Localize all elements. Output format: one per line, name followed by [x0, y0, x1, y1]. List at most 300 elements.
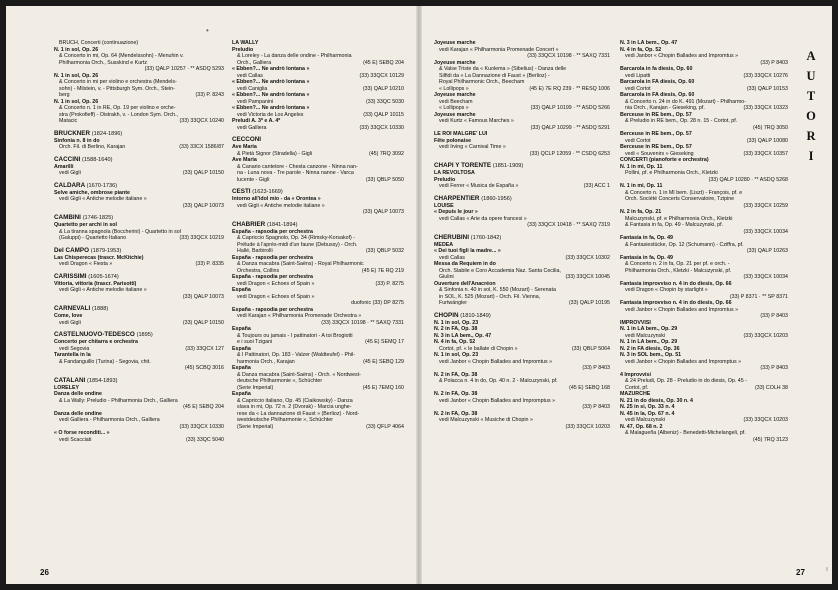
entry-text: Orchestra, Collins — [237, 267, 280, 274]
right-page-number: 27 — [796, 568, 805, 577]
entry-text: vedi Dragon « Chopin by starlight » — [625, 287, 708, 293]
entry-text: Orch., Galliera — [237, 59, 272, 66]
entry-text: Philharmonia Orch., Susskind e Kurtz — [59, 59, 148, 66]
entry-line — [54, 170, 224, 177]
catalog-number: (33) 33QCX 10357 — [743, 150, 788, 157]
entry-text: España — [232, 365, 251, 371]
entry-text: Messa da Requiem in do — [434, 261, 496, 267]
entry-text: « Ebben?... Ne andrò lontana » — [232, 92, 310, 98]
composer-dates: (1851-1909) — [492, 163, 524, 169]
catalog-number: (33) QALP 10150 — [182, 319, 224, 326]
entry-text: Joyeuse marche — [434, 40, 476, 46]
entry-text: « Depuis le jour » — [434, 209, 478, 215]
entry-text: vedi Karajan « Philharmonia Promenade Orchestra » — [237, 313, 362, 319]
composer-dates: (1824-1896) — [91, 130, 123, 137]
entry-text: España - rapsodia per orchestra — [232, 306, 313, 313]
entry-text: LA WALLY — [232, 40, 259, 46]
entry-text: & Preludio in RE bem., Op. 28 n. 15 - Cortot, pf. — [625, 118, 738, 124]
entry-text: vedi Pampanini — [237, 98, 274, 105]
catalog-number: (33) 33QC 5030 — [366, 98, 404, 105]
catalog-number: (33) 33QC 5040 — [186, 436, 224, 443]
entry-text: Malcuzynski, pf. e Philharmonia Orch., Kletzki — [625, 215, 733, 222]
entry-text: Preludi A. 3º e A. 4º — [232, 118, 281, 124]
entry-text: vedi Galliera — [237, 124, 267, 131]
entry-text: CONCERTI (pianoforte e orchestra) — [620, 157, 709, 163]
entry-text: vedi Caniglia — [237, 85, 268, 92]
entry-text: & Sinfonia n. 40 in sol, K. 550 (Mozart) - Serenata — [439, 287, 556, 293]
catalog-number: (45) 7RQ 3092 — [368, 150, 404, 157]
entry-text: vedi Gigli « Antiche melodie italiane » — [59, 287, 147, 293]
composer-name: CHABRIER — [232, 220, 266, 228]
entry-text: & Concerto n. 1 in RE, Op. 19 per violino e orche- — [59, 105, 176, 111]
entry-text: Las Chisperecas (trascr. McKitchie) — [54, 254, 144, 261]
entry-text: stra (Prokofieff) - Oistrakh, v. - London Sym. Orch., — [59, 111, 179, 118]
entry-text: & Concerto n. 2 in fa, Op. 21 per pf. e orch. - — [625, 261, 730, 267]
entry-text: vedi « Souvenirs » Gieseking — [625, 150, 694, 157]
entry-text: N. 2 in FA, Op. 38 — [434, 410, 478, 417]
entry-text: Quartetto per archi in sol — [54, 222, 117, 228]
catalog-number: (45 E) SEBQ 129 — [363, 358, 404, 365]
composer-heading — [54, 331, 224, 339]
spine-letter: A — [806, 49, 816, 63]
entry-text: in SOL, K. 525 (Mozart) - Orch. Fil. Vienna, — [439, 293, 541, 300]
entry-text: Sinfonia n. 8 in do — [54, 137, 100, 144]
entry-line — [232, 209, 404, 216]
entry-text: & Polacca n. 4 in do, Op. 40 n. 2 - Malcuzynski, pf. — [439, 378, 558, 384]
entry-text: España — [232, 287, 251, 293]
entry-text: Joyeuse marche — [434, 111, 476, 118]
book-spread — [6, 6, 832, 584]
composer-name: CALDARA — [54, 181, 85, 189]
entry-text: N. 4 in fa, Op. 52 — [620, 46, 662, 53]
entry-text: vedi Galliera - Philharmonia Orch., Galliera — [59, 417, 160, 423]
composer-dates: (1841-1894) — [266, 221, 298, 228]
entry-text: Berceuse in RE bem., Op. 57 — [620, 111, 692, 118]
entry-text: N. 2 in FA diesis, Op. 36 — [620, 345, 680, 352]
entry-text: Fête polonaise — [434, 137, 472, 144]
entry-text: España — [232, 345, 251, 352]
entry-text: berg — [59, 92, 70, 98]
composer-heading — [434, 162, 610, 170]
entry-text: Philharmonia Orch., Kletzki - Malcuzynski, pf. — [625, 267, 732, 274]
entry-text: & Concerto n. 1 in MI bem. (Liszt) - François, pf. e — [625, 189, 743, 196]
entry-text: N. 1 in LA bem., Op. 29 — [620, 339, 678, 345]
entry-text: « Lollipops » — [439, 85, 469, 92]
entry-text: vedi Callas « Arie da opere francesi » — [439, 215, 527, 222]
catalog-number: (45) SCBQ 3016 — [184, 365, 224, 371]
catalog-number: (33) 33QCX 10203 — [743, 417, 788, 423]
catalog-number: (33) QALP 10257 · ** ASDQ 5293 — [144, 66, 224, 72]
entry-text: N. 1 in sol, Op. 23 — [434, 319, 479, 326]
entry-text: N. 3 in LA bem., Op. 47 — [434, 332, 492, 339]
entry-text: N. 1 in sol, Op. 26 — [54, 46, 99, 53]
catalog-number: (33) QALP 10263 — [746, 248, 788, 254]
entry-line — [54, 320, 224, 327]
right-page-column-2 — [620, 40, 788, 443]
right-page — [420, 6, 832, 584]
composer-heading — [54, 305, 224, 313]
entry-text: vedi Malcuzynski « Musiche di Chopin » — [439, 417, 533, 423]
composer-dates: (1810-1849) — [460, 312, 491, 319]
entry-text: España - rapsodia per orchestra — [232, 254, 313, 261]
composer-name: CHOPIN — [434, 311, 459, 319]
catalog-number: (33) 33QCX 10203 — [565, 423, 610, 430]
entry-text: 4 Improvvisi — [620, 371, 651, 378]
catalog-number: (45) 7RQ 3050 — [752, 124, 788, 131]
fold-mark: ı — [826, 566, 828, 573]
catalog-number: (33) QALP 10073 — [362, 209, 404, 215]
entry-text: Orch. Fil. di Berlino, Karajan — [59, 144, 126, 150]
catalog-number: (33) 33CX 1586/87 — [179, 144, 224, 150]
spine-letter: I — [808, 149, 814, 163]
entry-text: Danza delle ondine — [54, 391, 102, 397]
composer-heading — [54, 214, 224, 222]
catalog-number: (33) P. 8243 — [195, 92, 224, 98]
entry-line — [54, 437, 224, 444]
catalog-number: (45 E) 7EMQ 160 — [362, 384, 404, 391]
composer-dates: (1605-1674) — [88, 273, 119, 280]
catalog-number: (33) QALP 10210 — [362, 85, 404, 92]
entry-text: vedi Dragon « Echoes of Spain » — [237, 293, 315, 300]
catalog-number: (33) 33QCX 10276 — [743, 72, 788, 79]
catalog-number: (33) 33QCX 10330 — [359, 124, 404, 131]
catalog-number: (33) 33QCX 10418 · ** SAXQ 7319 — [527, 222, 610, 228]
composer-heading — [54, 182, 224, 190]
entry-text: slava in mi, Op. 72 n. 2 (Dvorak) - Marcia unghe- — [237, 404, 352, 410]
entry-text: N. 2 in FA, Op. 38 — [434, 326, 478, 332]
entry-line — [54, 203, 224, 210]
entry-text: Hallé, Barbirolli — [237, 248, 273, 254]
composer-heading — [54, 130, 224, 138]
entry-text: & Canario cantetore - Chesta canzone - Ninna nan- — [237, 163, 358, 170]
catalog-number: (33) QALP 10115 — [363, 111, 404, 118]
composer-heading — [54, 247, 224, 255]
composer-name: CATALANI — [54, 376, 86, 384]
entry-text: N. 1 in sol, Op. 26 — [54, 72, 99, 79]
composer-heading — [434, 312, 610, 320]
catalog-number: (33) 33QCX 10129 — [359, 72, 404, 79]
catalog-number: (33) 33QCX 10045 — [565, 274, 610, 280]
entry-text: vedi Janbor « Chopin Ballades and Impromtus » — [439, 358, 553, 365]
catalog-number: (33) QALP 10280 · ** ASDQ 5268 — [708, 176, 788, 183]
entry-text: Tarantella in la — [54, 352, 91, 358]
catalog-number: (33) QCLP 12059 · ** CSDQ 6253 — [529, 150, 610, 157]
entry-text: deutsche Philharmonie », Schüchter — [237, 378, 323, 384]
catalog-number: (33) P 8403 — [760, 365, 788, 371]
catalog-number: (33) ACC 1 — [583, 183, 610, 189]
right-page-column-1 — [434, 40, 610, 430]
entry-text: & La tiranna spagnola (Boccherini) - Quartetto in sol — [59, 228, 181, 235]
catalog-number: (33) 33QCX 127 — [185, 345, 224, 352]
entry-text: N. 3 in LA bem., Op. 47 — [620, 40, 678, 46]
entry-line — [54, 261, 224, 268]
entry-text: Furtwängler — [439, 300, 467, 306]
entry-line — [434, 222, 610, 229]
composer-name: CARNEVALI — [54, 305, 91, 312]
entry-text: Berceuse in RE bem., Op. 57 — [620, 131, 692, 137]
entry-text: Silfidi da « La Dannazione di Faust » (Berlioz) - — [439, 72, 550, 79]
entry-text: Ave Maria — [232, 157, 257, 163]
entry-text: Barcarola in FA diesis, Op. 60 — [620, 79, 695, 85]
left-page — [6, 6, 418, 584]
composer-dates: (1860-1956) — [481, 195, 512, 202]
entry-text: & Concerto n. 24 in do K. 491 (Mozart) - Philharmo- — [625, 98, 746, 105]
entry-text: vedi Kurtz « Famous Marches » — [439, 118, 514, 124]
composer-dates: (1588-1640) — [82, 156, 113, 163]
catalog-number: (45 E) SEMQ 17 — [365, 339, 404, 345]
entry-text: vedi Gigli « Antiche melodie italiane » — [59, 196, 147, 202]
entry-text: Cortot, pf. « le ballate di Chopin » — [439, 345, 518, 352]
entry-text: & Loreley - La danza delle ondine - Philharmonia — [237, 53, 352, 59]
entry-text: N. 47, Op. 68 n. 2 — [620, 423, 663, 430]
entry-text: Concerto per chitarra e orchestra — [54, 339, 138, 345]
entry-text: Prélude à l'après-midi d'un faune (Debussy) - Orch. — [237, 241, 358, 248]
entry-text: & Pietà Signor (Stradella) - Gigli — [237, 150, 313, 157]
entry-text: & Danza macabra (Saint-Saëns) - Orch. « Nordwest- — [237, 371, 361, 378]
catalog-number: (33) 33QCX 10034 — [743, 228, 788, 235]
entry-text: & Fandanguillo (Turina) - Segovia, chit. — [59, 358, 151, 365]
composer-heading — [434, 234, 610, 242]
catalog-number: (33) P 8403 — [760, 313, 788, 319]
entry-text: Vittoria, vittoria (trascr. Parisotti) — [54, 280, 137, 287]
catalog-number: (33) 33QCX 10198 · ** SAXQ 7331 — [321, 319, 404, 326]
entry-text: vedi Gigli « Antiche melodie italiane » — [237, 202, 325, 209]
catalog-number: (33) QALP 10299 · ** ASDQ 5291 — [530, 124, 610, 131]
entry-text: vedi Janbor « Chopin Ballades and Impromptus » — [439, 397, 556, 404]
spine-letter: O — [806, 109, 816, 123]
entry-text: vedi Gigli — [59, 319, 81, 326]
composer-dates: (1879-1953) — [90, 247, 122, 254]
entry-text: Pollini, pf. e Philharmonia Orch., Kletzki — [625, 170, 718, 176]
catalog-number: (33) QALP 10073 — [182, 293, 224, 300]
entry-text: Giulini — [439, 274, 454, 280]
entry-text: N. 2 in FA, Op. 38 — [434, 391, 478, 397]
catalog-number: (33) P. 8335 — [195, 261, 224, 267]
entry-text: vedi Callas — [439, 254, 465, 261]
composer-heading — [54, 273, 224, 281]
composer-name: Del CAMPO — [54, 246, 89, 254]
catalog-number: (45 E) SEBQ 204 — [363, 59, 404, 66]
catalog-number: (33) QBLP 5050 — [365, 176, 404, 183]
composer-heading — [434, 195, 610, 203]
catalog-number: (33) QALP 10150 — [182, 170, 224, 176]
entry-text: Ouverture dell'Anacréon — [434, 280, 496, 287]
left-page-number: 26 — [40, 568, 49, 577]
entry-text: LA REVOLTOSA — [434, 170, 475, 176]
entry-text: vedi Gigli — [59, 170, 81, 176]
catalog-number: (33) QALP 10080 — [746, 137, 788, 144]
entry-text: Danza delle ondine — [54, 410, 102, 417]
composer-name: CAMBINI — [54, 214, 81, 221]
catalog-number: (33) 33QCX 10323 — [743, 105, 788, 111]
entry-text: Preludio — [434, 176, 456, 183]
composer-name: BRUCKNER — [54, 129, 91, 137]
entry-text: vedi Callas — [237, 72, 263, 79]
entry-line — [54, 365, 224, 372]
left-page-column-1 — [54, 40, 224, 443]
entry-text: N. 21 in do diesis, Op. 30 n. 4 — [620, 397, 694, 404]
entry-text: « Ebben?... Ne andrò lontana » — [232, 105, 310, 111]
entry-text: & Concerto in mi, Op. 64 (Mendelssohn) - Menuhin v. — [59, 53, 184, 59]
entry-text: & Danza macabra (Saint-Saëns) - Royal Philharmonic — [237, 261, 364, 267]
catalog-number: (33) QBLP 5064 — [571, 345, 610, 352]
catalog-number: (33) P 8403 — [760, 59, 788, 66]
entry-text: Selve amiche, ombrose piante — [54, 189, 130, 196]
entry-text: (Serie Imperial) — [237, 384, 274, 391]
entry-text: N. 1 in LA bem., Op. 29 — [620, 326, 678, 332]
catalog-number: (33) QALP 10195 — [568, 300, 610, 306]
entry-text: & Capriccio Spagnolo, Op. 34 (Rimsky-Korsakof) - — [237, 235, 356, 241]
catalog-number: (33) 33QCX 10034 — [743, 274, 788, 280]
entry-text: vedi Karajan « Philharmonia Promenade Concert » — [439, 46, 559, 53]
entry-line — [54, 294, 224, 301]
entry-text: « O forse reconditi... » — [54, 430, 110, 436]
entry-text: vedi Scacciati — [59, 436, 92, 443]
catalog-number: (33) QALP 10153 — [746, 85, 788, 92]
entry-text: rese da « La dannazione di Faust » (Berlioz) - Nord- — [237, 410, 360, 417]
composer-name: CECCONI — [232, 136, 262, 143]
entry-text: & Toujours ou jamais - I pattinatori - A toi Brogiotti — [237, 332, 353, 339]
entry-text: vedi Dragon « Fiesta » — [59, 261, 113, 267]
entry-text: Royal Philharmonic Orch., Beecham — [439, 79, 525, 85]
catalog-number: (33) P 8403 — [582, 365, 610, 371]
spine-letter: T — [806, 89, 816, 103]
entry-text: (Serie Imperial) — [237, 423, 274, 430]
entry-text: Fantasia in fa, Op. 49 — [620, 235, 673, 241]
entry-text: BRUCH, Concerti (continuazione) — [59, 40, 139, 46]
entry-text: vedi Cortot — [625, 85, 651, 92]
composer-heading — [232, 136, 404, 144]
catalog-number: (33) 33QCX 10240 — [179, 118, 224, 124]
entry-text: nia Orch., Karajan - Gieseking, pf. — [625, 105, 705, 111]
catalog-number: (33) P. 8275 — [375, 280, 404, 287]
entry-text: N. 1 in sol, Op. 26 — [54, 98, 99, 105]
entry-text: vedi Segovia — [59, 345, 90, 352]
entry-text: « Ebben?... Ne andrò lontana » — [232, 79, 310, 85]
catalog-number: (33) 33QCX 10302 — [565, 254, 610, 261]
entry-text: Fantasia in fa, Op. 49 — [620, 254, 673, 261]
composer-name: CACCINI — [54, 155, 81, 163]
composer-dates: (1670-1736) — [86, 182, 118, 189]
entry-line — [434, 300, 610, 307]
entry-text: vedi Janbor « Chopin Ballades and Impromtus » — [625, 53, 739, 59]
entry-text: vedi Malcuzynski — [625, 332, 666, 339]
entry-text: N. 3 in SOL bem., Op. 51 — [620, 352, 682, 358]
entry-text: & I Pattinatori, Op. 183 - Valzer (Waldteufel) - Phil- — [237, 352, 356, 358]
entry-line — [54, 144, 224, 151]
composer-heading — [54, 156, 224, 164]
catalog-number: (33) 33QCX 10330 — [179, 423, 224, 430]
entry-text: LORELEY — [54, 384, 80, 391]
catalog-number: (45 E) SEBQ 204 — [183, 404, 224, 410]
entry-text: & Fantasia in fa, Op. 49 - Malcuzynski, pf. — [625, 222, 724, 228]
entry-text: & Malagueña (Albeniz) - Benedetti-Michelangeli, pf. — [625, 430, 746, 436]
entry-text: Joyeuse marche — [434, 59, 476, 66]
composer-dates: (1895) — [136, 332, 153, 338]
composer-dates: (1746-1825) — [82, 215, 114, 221]
composer-name: CHERUBINI — [434, 233, 469, 241]
entry-line — [54, 118, 224, 125]
entry-text: Preludio — [232, 46, 254, 53]
catalog-number: (33) QBLP 5032 — [365, 248, 404, 254]
entry-text: Ave Maria — [232, 144, 257, 150]
composer-name: CASTELNUOVO-TEDESCO — [54, 331, 135, 338]
entry-line — [620, 437, 788, 444]
catalog-number: (33) 33QCX 10198 · ** SAXQ 7331 — [527, 53, 610, 59]
entry-text: Come, love — [54, 313, 83, 319]
catalog-number: duofonic (33) DP 8275 — [351, 300, 404, 306]
composer-heading — [54, 377, 224, 385]
spine-letter: U — [806, 69, 816, 83]
entry-text: vedi Janbor « Chopin Ballades and Impromtus » — [625, 306, 739, 313]
composer-name: CESTI — [232, 188, 251, 195]
catalog-number: (45 E) 7E RQ 239 · ** RESQ 1006 — [529, 85, 610, 92]
entry-text: vedi Malcuzynski — [625, 417, 666, 423]
entry-text: vedi Irving « Carnival Time » — [439, 144, 506, 150]
entry-text: vedi Ferrer « Musica de España » — [439, 183, 519, 189]
catalog-number: (33) 33QCX 10259 — [743, 202, 788, 209]
entry-text: & 24 Preludi, Op. 28 - Preludio in do diesis, Op. 45 - — [625, 378, 747, 384]
entry-text: (Galuppi) - Quartetto Italiano — [59, 235, 127, 241]
entry-text: & La Wally: Preludio - Philharmonia Orch., Galliera — [59, 397, 178, 404]
entry-text: MEDEA — [434, 241, 454, 248]
entry-text: vedi Lipatti — [625, 72, 651, 79]
entry-text: LE ROI MALGRE' LUI — [434, 131, 488, 137]
catalog-number: (45 E) SEBQ 168 — [569, 384, 610, 391]
entry-text: harmonia Orch., Karajan — [237, 358, 295, 365]
entry-text: N. 2 in fa, Op. 21 — [620, 209, 662, 215]
catalog-number: (45 E) 7E RQ 219 — [361, 267, 404, 274]
entry-text: « Dei tuoi figli la madre... » — [434, 248, 501, 254]
catalog-number: (33) QALP 10199 · ** ASDQ 5266 — [530, 105, 610, 111]
left-page-column-2 — [232, 40, 404, 430]
entry-text: « Lollipops » — [439, 105, 469, 111]
composer-name: CARISSIMI — [54, 272, 87, 280]
entry-text: Fantasia improvviso n. 4 in do diesis, Op. 66 — [620, 280, 732, 287]
entry-text: N. 25 in si, Op. 33 n. 4 — [620, 404, 675, 410]
entry-text: N. 1 in mi, Op. 11 — [620, 163, 663, 170]
spine-letter: R — [806, 129, 816, 143]
entry-text: España - rapsodia per orchestra — [232, 228, 313, 235]
entry-text: Joyeuse marche — [434, 92, 476, 98]
composer-heading — [232, 221, 404, 229]
composer-dates: (1623-1669) — [252, 189, 283, 195]
entry-text: Intorno all'idol mio - da « Orontea » — [232, 196, 321, 202]
entry-text: « Ebben?... Ne andrò lontana » — [232, 66, 310, 72]
composer-dates: (1888) — [92, 306, 109, 312]
entry-text: N. 1 in sol, Op. 23 — [434, 352, 479, 358]
catalog-number: (33) P 8371 · ** SP 8371 — [729, 293, 788, 300]
entry-text: & Capriccio italiano, Op. 45 (Ciaikowsky) - Danza — [237, 397, 353, 404]
entry-text: & Valse Triste da « Kuolema » (Sibelius) - Danza delle — [439, 66, 567, 72]
catalog-number: (33) P 8403 — [582, 404, 610, 410]
entry-text: LOUISE — [434, 202, 454, 209]
entry-text: lucente - Gigli — [237, 176, 270, 183]
catalog-number: (33) 33QCX 10219 — [179, 235, 224, 241]
composer-name: CHAPI Y TORENTE — [434, 162, 492, 169]
entry-text: IMPROVVISI — [620, 319, 651, 326]
entry-text: MAZURCHE — [620, 391, 651, 397]
catalog-number: (33) 33QCX 10203 — [743, 332, 788, 339]
entry-text: e i suoi Tzigani — [237, 339, 273, 345]
catalog-number: (33) QFLP 4064 — [366, 423, 404, 430]
entry-text: westdeutsche Philharmonie », Schüchter — [237, 417, 333, 423]
entry-line — [232, 177, 404, 184]
entry-text: N. 2 in FA, Op. 38 — [434, 371, 478, 378]
entry-text: sohn) - Milstein, v. - Pittsburgh Sym. Orch., Stein- — [59, 85, 175, 92]
entry-line — [232, 424, 404, 431]
catalog-number: (45) 7RQ 3123 — [752, 436, 788, 443]
